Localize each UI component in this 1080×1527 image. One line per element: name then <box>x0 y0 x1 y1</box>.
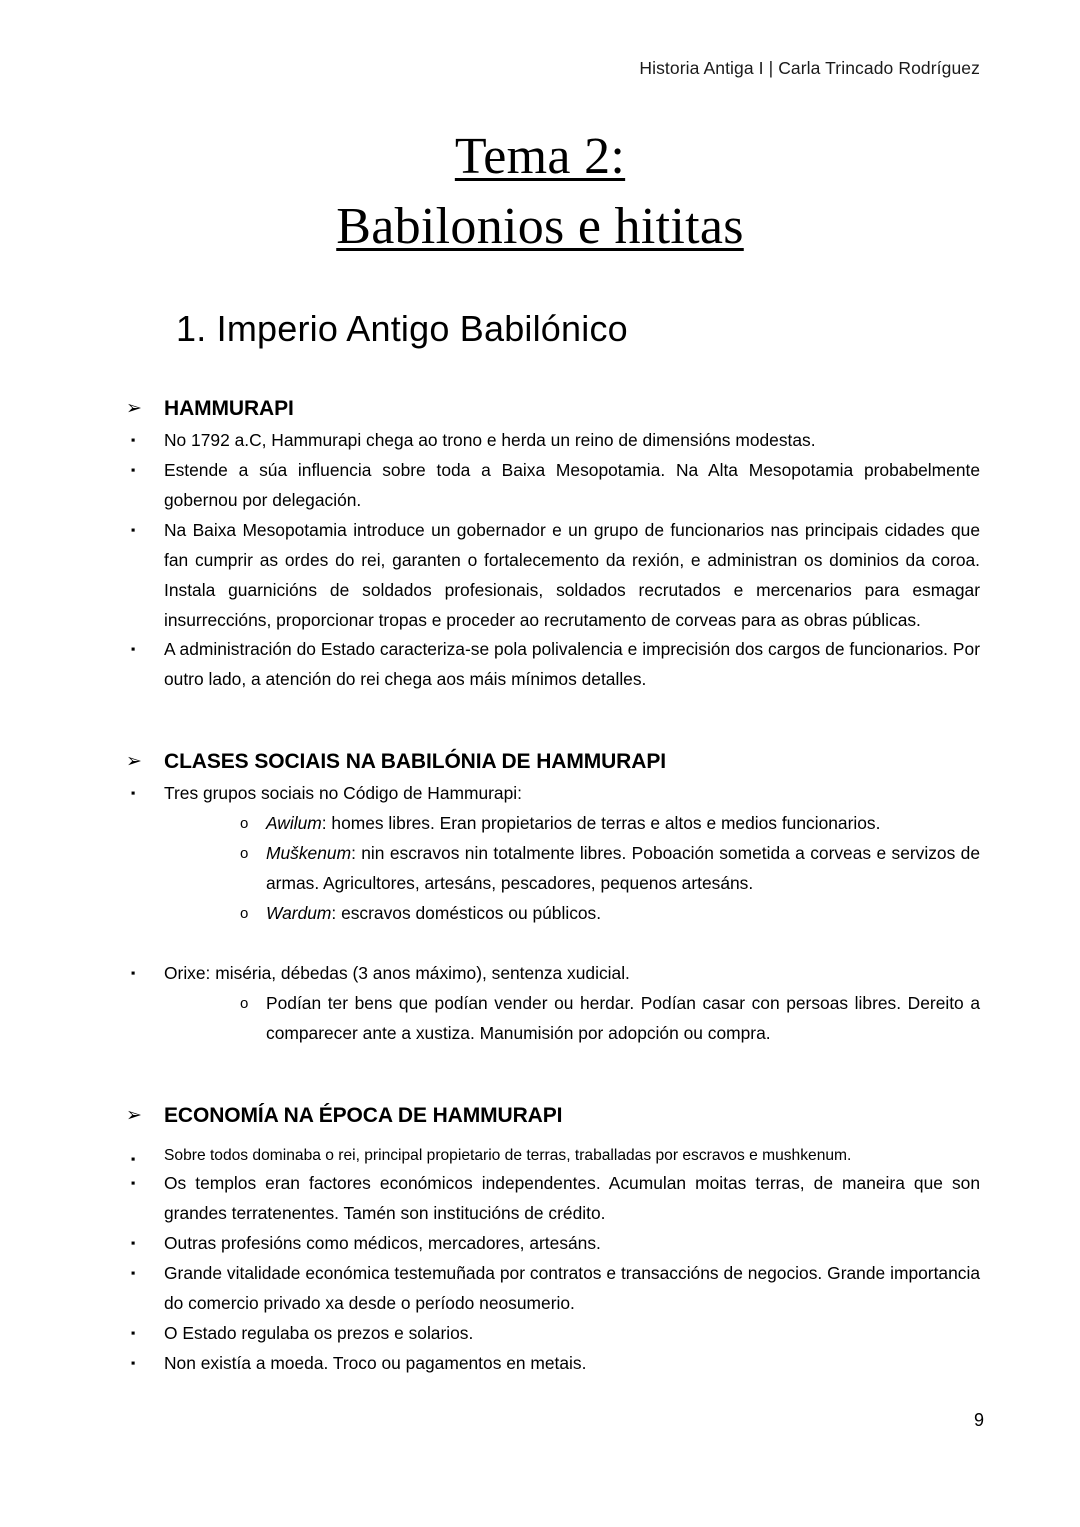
list-item-text: Non existía a moeda. Troco ou pagamentos en metais. <box>164 1353 587 1373</box>
sub-list-item-text: : escravos domésticos ou públicos. <box>331 902 602 923</box>
title-line-2 <box>0 198 1080 256</box>
heading-economia <box>118 1103 980 1130</box>
list-item <box>118 456 980 516</box>
spacer <box>118 929 980 959</box>
list-item <box>118 516 980 636</box>
sub-list-item-term: Muškenum <box>266 843 352 864</box>
list-item <box>118 1169 980 1229</box>
arrow-bullet-icon: ➢ <box>126 398 142 419</box>
title-line-2-text: Babilonios e hititas <box>336 198 744 256</box>
running-head: Historia Antiga I | Carla Trincado Rodríguez <box>639 58 980 78</box>
list-item <box>118 1349 980 1379</box>
sub-list-item-text: Podían ter bens que podían vender ou herdar. Podían casar con persoas libres. Dereito a comparecer ante a xustiza. Manumisión por adopción ou compra. <box>266 992 980 1043</box>
list-item <box>118 1319 980 1349</box>
list-item <box>118 1229 980 1259</box>
sub-list-item-text: : homes libres. Eran propietarios de terras e altos e medios funcionarios. <box>321 813 881 834</box>
arrow-bullet-icon: ➢ <box>126 751 142 773</box>
list-item-text: Tres grupos sociais no Código de Hammurapi: <box>164 783 522 804</box>
list-item <box>118 426 980 456</box>
square-bullet-icon: ▪ <box>131 1266 136 1281</box>
list-item-text: Orixe: miséria, débedas (3 anos máximo), sentenza xudicial. <box>164 962 630 983</box>
arrow-bullet-icon: ➢ <box>126 1104 142 1126</box>
list-item-text: O Estado regulaba os prezos e solarios. <box>164 1323 474 1344</box>
list-item-text: No 1792 a.C, Hammurapi chega ao trono e herda un reino de dimensións modestas. <box>164 429 816 450</box>
spacer <box>118 1049 980 1103</box>
sub-list-item <box>118 839 980 899</box>
page-number: 9 <box>973 1410 984 1430</box>
list-item <box>118 779 980 809</box>
square-bullet-icon: ▪ <box>131 1176 136 1191</box>
square-bullet-icon: ▪ <box>131 1236 136 1251</box>
heading-hammurapi-label: HAMMURAPI <box>164 397 294 420</box>
list-item <box>118 635 980 695</box>
list-item-text: Sobre todos dominaba o rei, principal propietario de terras, traballadas por escravos e mushkenum. <box>164 1146 852 1164</box>
list-item-text: Outras profesións como médicos, mercadores, artesáns. <box>164 1233 601 1254</box>
list-item <box>118 959 980 989</box>
spacer <box>118 695 980 749</box>
list-item-text: Grande vitalidade económica testemuñada por contratos e transaccións de negocios. Grande importancia do comercio privado xa desde o período neosumerio. <box>164 1263 980 1314</box>
list-item-text: Os templos eran factores económicos independentes. Acumulan moitas terras, de maneira que son grandes terratenentes. Tamén son institucións de crédito. <box>164 1173 980 1224</box>
list-item <box>118 1143 980 1170</box>
sub-list-item <box>118 899 980 929</box>
title-line-1-text: Tema 2: <box>454 128 626 185</box>
square-bullet-icon: ▪ <box>131 642 136 657</box>
sub-list-item <box>118 809 980 839</box>
square-bullet-icon: ▪ <box>131 1151 136 1166</box>
spacer <box>118 1133 980 1143</box>
list-item-text: Na Baixa Mesopotamia introduce un gobernador e un grupo de funcionarios nas principais cidades que fan cumprir as ordes do rei, garanten o fortalecemento da rexión, e administran os dominios da coroa. Instala guarnicións de soldados profesionais, soldados recrutados e mercenarios para esmagar insurreccións, proporcionar tropas e proceder ao recrutamento de corveas para as obras públicas. <box>164 519 980 630</box>
square-bullet-icon: ▪ <box>131 1326 136 1341</box>
sub-list-item-term: Wardum <box>266 902 332 923</box>
document-body <box>118 396 980 1379</box>
list-item-text: A administración do Estado caracteriza-se pola polivalencia e imprecisión dos cargos de funcionarios. Por outro lado, a atención do rei chega aos máis mínimos detalles. <box>164 639 980 690</box>
heading-clases-sociais <box>118 749 980 776</box>
square-bullet-icon: ▪ <box>131 786 136 801</box>
circle-bullet-icon: o <box>240 845 249 863</box>
list-item-text: Estende a súa influencia sobre toda a Baixa Mesopotamia. Na Alta Mesopotamia probabelmente gobernou por delegación. <box>164 459 980 510</box>
section-heading: 1. Imperio Antigo Babilónico <box>176 308 628 349</box>
sub-list-item-term: Awilum <box>266 813 322 834</box>
sub-list-item-text: : nin escravos nin totalmente libres. Poboación sometida a corveas e servizos de armas. Agricultores, artesáns, pescadores, pequenos artesáns. <box>266 843 980 893</box>
title-line-1 <box>0 128 1080 186</box>
circle-bullet-icon: o <box>240 994 249 1012</box>
circle-bullet-icon: o <box>240 904 249 922</box>
square-bullet-icon: ▪ <box>131 432 136 447</box>
square-bullet-icon: ▪ <box>131 462 136 477</box>
square-bullet-icon: ▪ <box>131 522 136 537</box>
square-bullet-icon: ▪ <box>131 1356 136 1370</box>
document-title <box>0 128 1080 256</box>
sub-list-item <box>118 989 980 1049</box>
list-item <box>118 1259 980 1319</box>
heading-clases-sociais-label: CLASES SOCIAIS NA BABILÓNIA DE HAMMURAPI <box>164 750 666 774</box>
heading-economia-label: ECONOMÍA NA ÉPOCA DE HAMMURAPI <box>164 1103 563 1127</box>
square-bullet-icon: ▪ <box>131 965 136 980</box>
heading-hammurapi <box>118 396 980 423</box>
circle-bullet-icon: o <box>240 815 249 833</box>
